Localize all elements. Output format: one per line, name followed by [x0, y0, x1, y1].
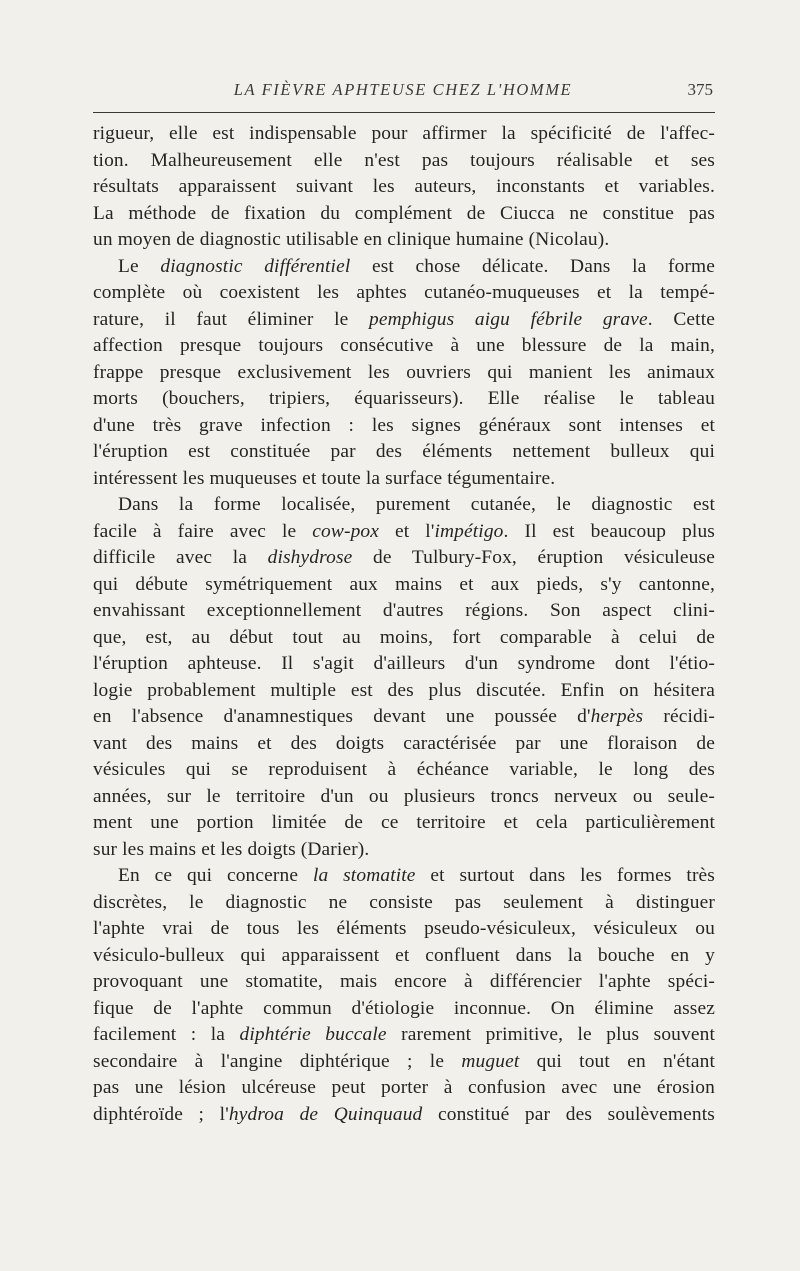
- text-line: frappe presque exclusivement les ouvriers qui manient les animaux: [93, 361, 715, 383]
- text-line: logie probablement multiple est des plus discutée. Enfin on hésitera: [93, 679, 715, 701]
- text-line: affection presque toujours consécutive à une blessure de la main,: [93, 335, 715, 356]
- text-line: diphtéroïde ; l'hydroa de Quinquaud constitué par des soulèvements: [93, 1103, 715, 1125]
- text-line: d'une très grave infection : les signes généraux sont intenses et: [93, 414, 715, 436]
- text-line: secondaire à l'angine diphtérique ; le muguet qui tout en n'étant: [93, 1050, 716, 1072]
- header-rule: [93, 112, 715, 113]
- text-line: l'aphte vrai de tous les éléments pseudo-vésiculeux, vésiculeux ou: [93, 918, 715, 939]
- text-line: années, sur le territoire d'un ou plusieurs troncs nerveux ou seule-: [93, 785, 715, 807]
- text-line: Le diagnostic différentiel est chose délicate. Dans la forme: [118, 255, 716, 277]
- text-line: fique de l'aphte commun d'étiologie inconnue. On élimine assez: [93, 997, 715, 1019]
- text-line: provoquant une stomatite, mais encore à différencier l'aphte spéci-: [93, 971, 715, 992]
- text-line: difficile avec la dishydrose de Tulbury-Fox, éruption vésiculeuse: [93, 547, 715, 568]
- text-line: l'éruption est constituée par des éléments nettement bulleux qui: [93, 441, 715, 462]
- text-line: envahissant exceptionnellement d'autres régions. Son aspect clini-: [93, 600, 715, 621]
- page-number: 375: [687, 80, 713, 99]
- text-line: En ce qui concerne la stomatite et surtout dans les formes très: [118, 865, 716, 886]
- text-line: rigueur, elle est indispensable pour affirmer la spécificité de l'affec-: [93, 123, 715, 144]
- text-line: Dans la forme localisée, purement cutanée, le diagnostic est: [118, 494, 715, 515]
- text-line: La méthode de fixation du complément de Ciucca ne constitue pas: [93, 202, 715, 224]
- body-text: [93, 121, 715, 1128]
- text-line: l'éruption aphteuse. Il s'agit d'ailleurs d'un syndrome dont l'étio-: [93, 653, 715, 674]
- page-header: [93, 80, 713, 108]
- text-line: sur les mains et les doigts (Darier).: [93, 838, 370, 860]
- text-line: vant des mains et des doigts caractérisée par une floraison de: [93, 732, 715, 754]
- text-line: pas une lésion ulcéreuse peut porter à confusion avec une érosion: [93, 1077, 715, 1098]
- text-line: facile à faire avec le cow-pox et l'impétigo. Il est beaucoup plus: [93, 520, 715, 542]
- text-line: vésicules qui se reproduisent à échéance variable, le long des: [93, 759, 715, 780]
- text-line: facilement : la diphtérie buccale rarement primitive, le plus souvent: [93, 1024, 715, 1045]
- text-line: un moyen de diagnostic utilisable en clinique humaine (Nicolau).: [93, 229, 610, 250]
- text-line: résultats apparaissent suivant les auteurs, inconstants et variables.: [93, 176, 715, 197]
- text-line: ment une portion limitée de ce territoire et cela particulièrement: [93, 812, 715, 833]
- text-line: rature, il faut éliminer le pemphigus aigu fébrile grave. Cette: [93, 308, 715, 330]
- text-line: que, est, au début tout au moins, fort comparable à celui de: [93, 626, 715, 648]
- running-title: LA FIÈVRE APHTEUSE CHEZ L'HOMME: [233, 80, 573, 99]
- text-line: discrètes, le diagnostic ne consiste pas seulement à distinguer: [93, 891, 715, 913]
- text-line: complète où coexistent les aphtes cutanéo-muqueuses et la tempé-: [93, 282, 715, 303]
- text-line: morts (bouchers, tripiers, équarisseurs). Elle réalise le tableau: [93, 388, 715, 409]
- text-line: en l'absence d'anamnestiques devant une poussée d'herpès récidi-: [93, 706, 715, 727]
- text-line: intéressent les muqueuses et toute la surface tégumentaire.: [93, 467, 556, 489]
- text-line: qui débute symétriquement aux mains et aux pieds, s'y cantonne,: [93, 573, 715, 595]
- text-line: vésiculo-bulleux qui apparaissent et confluent dans la bouche en y: [93, 944, 715, 966]
- text-line: tion. Malheureusement elle n'est pas toujours réalisable et ses: [93, 149, 715, 171]
